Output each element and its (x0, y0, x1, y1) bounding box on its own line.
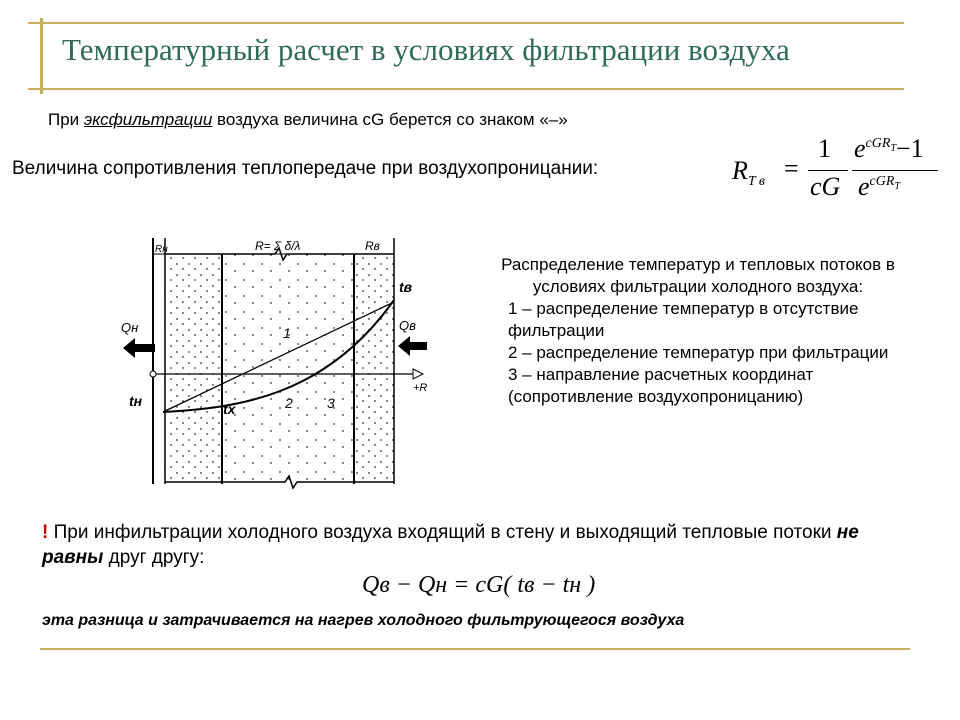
qn-arrow (123, 338, 155, 358)
page-title: Температурный расчет в условиях фильтрации воздуха (62, 32, 790, 67)
infiltration-text-b: друг другу: (103, 547, 205, 568)
frac1-denominator: cG (810, 172, 841, 201)
layer-middle (222, 254, 354, 482)
label-curve-1: 1 (283, 325, 291, 341)
label-curve-2: 2 (285, 395, 293, 411)
description-heading: Распределение температур и тепловых потоков в условиях фильтрации холодного воздуха: (501, 255, 895, 296)
exclamation-mark: ! (42, 522, 49, 543)
frac1-bar (808, 170, 848, 171)
label-qv: Qв (399, 318, 416, 333)
diagram-description (488, 254, 908, 408)
label-tn: tн (129, 393, 143, 409)
exfiltration-before: При (48, 110, 84, 129)
axis-origin (150, 371, 156, 377)
resistance-label: Величина сопротивления теплопередаче при воздухопроницании: (12, 158, 599, 179)
infiltration-note (42, 520, 922, 570)
temperature-diagram (115, 228, 430, 500)
description-item-2: 2 – распределение температур при фильтрации (508, 343, 889, 362)
description-item-3: 3 – направление расчетных координат (сопротивление воздухопроницанию) (508, 365, 814, 406)
qv-arrow (398, 336, 427, 356)
frame-title-underline (28, 88, 904, 90)
frac2-denominator: $e^{cGR_T}$ (858, 172, 900, 201)
label-rv: Rв (365, 239, 380, 253)
infiltration-text-bold: не равны (42, 522, 859, 568)
label-curve-3: 3 (327, 395, 335, 411)
label-tv: tв (399, 279, 413, 295)
frac2-numerator: $e^{cGR_T}-1$ (854, 134, 924, 163)
label-axis: +R (413, 382, 428, 394)
frac1-numerator: 1 (818, 134, 831, 163)
label-rn: Rн (155, 244, 168, 255)
exfiltration-word: эксфильтрации (83, 110, 213, 129)
frac2-bar (852, 170, 938, 171)
resistance-formula (730, 134, 945, 214)
label-qn: Qн (121, 320, 139, 335)
layer-inner (354, 254, 394, 482)
frame-bottom-line (40, 648, 910, 650)
frame-vertical-line (40, 18, 43, 94)
exfiltration-after: воздуха величина cG берется со знаком «–» (212, 110, 568, 129)
infiltration-text-a: При инфильтрации холодного воздуха входящий в стену и выходящий тепловые потоки (48, 522, 837, 543)
axis-arrow (413, 369, 423, 379)
heat-balance-formula: Qв − Qн = cG( tв − tн ) (362, 572, 596, 598)
conclusion-text: эта разница и затрачивается на нагрев холодного фильтрующегося воздуха (42, 612, 685, 629)
exfiltration-note (48, 110, 568, 130)
formula-equals: = (784, 154, 799, 183)
description-item-1: 1 – распределение температур в отсутствие фильтрации (508, 299, 859, 340)
label-r: R= Σ δ/λ (255, 239, 301, 253)
layer-outer (165, 254, 222, 482)
formula-lhs: $R_{T в}$ (732, 156, 766, 190)
frame-top-line (28, 22, 904, 24)
label-tx: tx (223, 401, 236, 417)
